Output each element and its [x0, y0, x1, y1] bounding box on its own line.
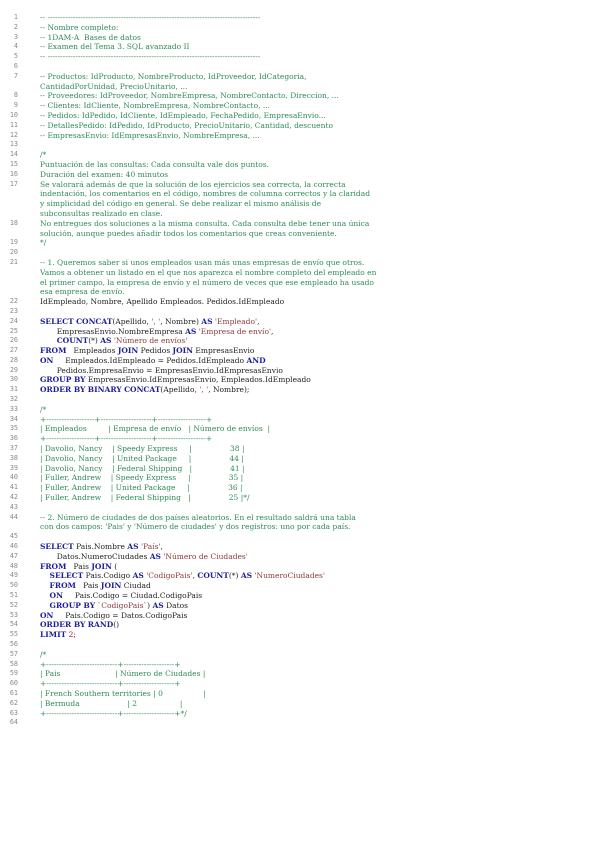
code-comment: solución, aunque puedes añadir todos los comentarios que creas conveniente. — [40, 228, 337, 238]
code-statement: SELECT CONCAT(Apellido, ', ', Nombre) AS 'Empleado', — [40, 316, 260, 326]
line-number: 33 — [9, 404, 18, 413]
code-listing — [0, 13, 599, 728]
line-number: 16 — [9, 169, 18, 178]
code-line — [0, 532, 599, 542]
code-line — [0, 121, 599, 131]
line-number: 12 — [9, 130, 18, 139]
line-number: 46 — [9, 542, 18, 551]
code-line — [0, 23, 599, 33]
code-statement: ORDER BY RAND() — [40, 620, 120, 630]
code-comment: -- DetallesPedido: IdPedido, IdProducto, PrecioUnitario, Cantidad, descuento — [40, 120, 333, 130]
code-line — [0, 160, 599, 170]
code-line — [0, 356, 599, 366]
line-number: 48 — [9, 561, 18, 570]
line-number: 20 — [9, 248, 18, 257]
line-number: 30 — [9, 375, 18, 384]
code-line — [0, 82, 599, 92]
line-number: 27 — [9, 346, 18, 355]
code-comment: | French Southern territories | 0 | — [40, 688, 206, 698]
code-comment: | Fuller, Andrew | United Package | 36 | — [40, 483, 243, 493]
code-comment: y simplicidad del código en general. Se debe realizar el mismo análisis de — [40, 199, 322, 209]
line-number: 31 — [9, 385, 18, 394]
code-line — [0, 131, 599, 141]
code-line — [0, 718, 599, 728]
line-number: 11 — [9, 120, 18, 129]
code-line — [0, 591, 599, 601]
code-line — [0, 33, 599, 43]
code-statement — [40, 640, 599, 650]
code-line — [0, 699, 599, 709]
code-line — [0, 493, 599, 503]
code-line — [0, 542, 599, 552]
code-statement: FROM Empleados JOIN Pedidos JOIN EmpresasEnvio — [40, 346, 255, 356]
code-line — [0, 366, 599, 376]
code-comment: +----------------------------+--------------------+ — [40, 679, 181, 689]
code-line — [0, 91, 599, 101]
line-number: 54 — [9, 620, 18, 629]
line-number: 18 — [9, 218, 18, 227]
code-statement: Pedidos.EmpresaEnvio = EmpresasEnvio.IdEmpresasEnvio — [40, 365, 283, 375]
code-comment — [40, 140, 599, 150]
line-number: 63 — [9, 708, 18, 717]
code-comment: -- 2. Número de ciudades de dos países aleatorios. En el resultado saldrá una tabla — [40, 512, 356, 522]
line-number: 10 — [9, 110, 18, 119]
code-line — [0, 336, 599, 346]
code-line — [0, 111, 599, 121]
code-statement: GROUP BY `CodigoPais`) AS Datos — [49, 600, 188, 610]
line-number: 15 — [9, 159, 18, 168]
code-comment: indentación, los comentarios en el código, nombres de columna correctos y la claridad — [40, 189, 371, 199]
line-number: 17 — [9, 179, 18, 188]
line-number: 39 — [9, 463, 18, 472]
code-comment: /* — [40, 150, 47, 160]
code-line — [0, 395, 599, 405]
code-statement: IdEmpleado, Nombre, Apellido Empleados. Pedidos.IdEmpleado — [40, 297, 285, 307]
code-statement — [40, 307, 599, 317]
line-number: 52 — [9, 600, 18, 609]
code-line — [0, 327, 599, 337]
line-number: 49 — [9, 571, 18, 580]
line-number: 32 — [9, 395, 18, 404]
code-line — [0, 238, 599, 248]
code-line — [0, 669, 599, 679]
code-comment: -- Proveedores: IdProveedor, NombreEmpresa, NombreContacto, Direccion, ... — [40, 91, 339, 101]
line-number: 43 — [9, 502, 18, 511]
code-line — [0, 552, 599, 562]
code-comment: el primer campo, la empresa de envío y el número de veces que ese empleado ha usado — [40, 277, 374, 287]
code-comment: | Bermuda | 2 | — [40, 698, 183, 708]
line-number: 21 — [9, 257, 18, 266]
code-comment: | Empleados | Empresa de envío | Número de envíos | — [40, 424, 270, 434]
code-comment: | Davolio, Nancy | Federal Shipping | 41 | — [40, 463, 245, 473]
code-line — [0, 424, 599, 434]
code-line — [0, 268, 599, 278]
code-line — [0, 513, 599, 523]
line-number: 4 — [13, 42, 18, 51]
code-line — [0, 709, 599, 719]
code-statement: ON Empleados.IdEmpleado = Pedidos.IdEmpleado AND — [40, 355, 266, 365]
code-line — [0, 189, 599, 199]
code-line — [0, 660, 599, 670]
code-line — [0, 562, 599, 572]
line-number: 29 — [9, 365, 18, 374]
code-comment: | Fuller, Andrew | Speedy Express | 35 | — [40, 473, 244, 483]
code-statement: FROM Pais JOIN ( — [40, 561, 118, 571]
code-line — [0, 650, 599, 660]
line-number: 55 — [9, 630, 18, 639]
line-number: 5 — [13, 52, 18, 61]
code-comment: | Davolio, Nancy | Speedy Express | 38 | — [40, 444, 245, 454]
line-number: 44 — [9, 512, 18, 521]
code-line — [0, 42, 599, 52]
code-line — [0, 209, 599, 219]
code-comment: Duración del examen: 40 minutos — [40, 169, 169, 179]
line-number: 50 — [9, 581, 18, 590]
code-comment: +-------------------+--------------------+-------------------+ — [40, 434, 213, 444]
code-comment: CantidadPorUnidad, PrecioUnitario, ... — [40, 81, 188, 91]
code-comment: | Davolio, Nancy | United Package | 44 | — [40, 453, 244, 463]
code-comment: -- ------------------------------------------------------------------------------------ — [40, 52, 261, 62]
line-number: 19 — [9, 238, 18, 247]
code-statement: ON Pais.Codigo = Datos.CodigoPais — [40, 610, 188, 620]
code-line — [0, 620, 599, 630]
line-number: 59 — [9, 669, 18, 678]
line-number: 9 — [13, 101, 18, 110]
line-number: 35 — [9, 424, 18, 433]
code-line — [0, 689, 599, 699]
code-line — [0, 679, 599, 689]
line-number: 8 — [13, 91, 18, 100]
code-line — [0, 317, 599, 327]
code-statement: ORDER BY BINARY CONCAT(Apellido, ', ', Nombre); — [40, 385, 250, 395]
code-comment: | Pais | Número de Ciudades | — [40, 669, 206, 679]
code-line — [0, 503, 599, 513]
code-line — [0, 611, 599, 621]
code-line — [0, 170, 599, 180]
line-number: 41 — [9, 483, 18, 492]
code-line — [0, 483, 599, 493]
code-line — [0, 287, 599, 297]
code-line — [0, 248, 599, 258]
code-line — [0, 72, 599, 82]
code-statement: Datos.NumeroCiudades AS 'Número de Ciudades' — [40, 551, 248, 561]
code-statement: ON Pais.Codigo = Ciudad.CodigoPais — [49, 591, 203, 601]
code-statement: COUNT(*) AS 'Número de envíos' — [56, 336, 188, 346]
code-line — [0, 640, 599, 650]
code-comment: -- 1. Queremos saber si unos empleados usan más unas empresas de envío que otros. — [40, 257, 365, 267]
line-number: 37 — [9, 444, 18, 453]
code-comment: esa empresa de envío. — [40, 287, 125, 297]
code-line — [0, 13, 599, 23]
code-line — [0, 601, 599, 611]
line-number: 28 — [9, 355, 18, 364]
code-line — [0, 180, 599, 190]
line-number: 53 — [9, 610, 18, 619]
line-number: 13 — [9, 140, 18, 149]
code-line — [0, 434, 599, 444]
line-number: 42 — [9, 493, 18, 502]
line-number: 64 — [9, 718, 18, 727]
line-number: 38 — [9, 453, 18, 462]
line-number: 1 — [13, 13, 18, 21]
line-number: 7 — [13, 71, 18, 80]
line-number: 26 — [9, 336, 18, 345]
line-number: 3 — [13, 32, 18, 41]
code-statement: LIMIT 2; — [40, 630, 76, 640]
line-number: 58 — [9, 659, 18, 668]
code-comment: -- Nombre completo: — [40, 22, 119, 32]
code-line — [0, 581, 599, 591]
code-statement: FROM Pais JOIN Ciudad — [49, 581, 151, 591]
code-comment: -- 1DAM-A Bases de datos — [40, 32, 141, 42]
code-comment: con dos campos: 'Pais' y 'Número de ciudades' y dos registros: uno por cada país. — [40, 522, 351, 532]
code-statement: GROUP BY EmpresasEnvio.IdEmpresasEnvio, Empleados.IdEmpleado — [40, 375, 311, 385]
code-comment: +----------------------------+--------------------+ — [40, 659, 181, 669]
line-number: 6 — [13, 61, 18, 70]
code-comment: Puntuación de las consultas: Cada consulta vale dos puntos. — [40, 159, 270, 169]
code-comment: -- Clientes: IdCliente, NombreEmpresa, NombreContacto, ... — [40, 101, 271, 111]
code-comment — [40, 62, 599, 72]
code-line — [0, 464, 599, 474]
line-number: 62 — [9, 698, 18, 707]
line-number: 45 — [9, 532, 18, 541]
code-line — [0, 375, 599, 385]
code-comment: | Fuller, Andrew | Federal Shipping | 25 |*/ — [40, 493, 250, 503]
code-line — [0, 522, 599, 532]
code-comment — [40, 718, 599, 728]
code-comment: /* — [40, 404, 47, 414]
code-line — [0, 307, 599, 317]
code-line — [0, 150, 599, 160]
line-number: 36 — [9, 434, 18, 443]
code-comment: subconsultas realizado en clase. — [40, 208, 163, 218]
code-comment — [40, 503, 599, 513]
code-line — [0, 454, 599, 464]
code-line — [0, 52, 599, 62]
code-statement: SELECT Pais.Codigo AS 'CodigoPais', COUNT(*) AS 'NumeroCiudades' — [49, 571, 325, 581]
line-number: 22 — [9, 297, 18, 306]
code-comment: Vamos a obtener un listado en el que nos aparezca el nombre completo del empleado en — [40, 267, 377, 277]
code-line — [0, 630, 599, 640]
code-line — [0, 297, 599, 307]
code-comment: +-------------------+--------------------+-------------------+ — [40, 414, 213, 424]
code-line — [0, 62, 599, 72]
code-line — [0, 473, 599, 483]
code-line — [0, 415, 599, 425]
line-number: 24 — [9, 316, 18, 325]
code-statement — [40, 395, 599, 405]
line-number: 47 — [9, 551, 18, 560]
code-statement: SELECT Pais.Nombre AS 'País', — [40, 542, 163, 552]
code-comment: -- Pedidos: IdPedido, IdCliente, IdEmpleado, FechaPedido, EmpresaEnvio... — [40, 110, 326, 120]
code-comment: +----------------------------+--------------------+*/ — [40, 708, 187, 718]
code-comment: /* — [40, 649, 47, 659]
line-number: 23 — [9, 306, 18, 315]
code-line — [0, 199, 599, 209]
line-number: 60 — [9, 679, 18, 688]
line-number: 57 — [9, 649, 18, 658]
code-line — [0, 385, 599, 395]
code-comment: Se valorará además de que la solución de los ejercicios sea correcta, la correcta — [40, 179, 346, 189]
code-line — [0, 405, 599, 415]
code-line — [0, 278, 599, 288]
line-number: 61 — [9, 688, 18, 697]
code-comment: -- Productos: IdProducto, NombreProducto, IdProveedor, IdCategoria, — [40, 71, 307, 81]
code-comment: No entregues dos soluciones a la misma consulta. Cada consulta debe tener una única — [40, 218, 370, 228]
line-number: 25 — [9, 326, 18, 335]
code-comment: -- ------------------------------------------------------------------------------------ — [40, 13, 261, 22]
code-statement — [40, 532, 599, 542]
code-line — [0, 229, 599, 239]
code-line — [0, 258, 599, 268]
line-number: 34 — [9, 414, 18, 423]
line-number: 14 — [9, 150, 18, 159]
line-number: 56 — [9, 640, 18, 648]
code-line — [0, 101, 599, 111]
line-number: 51 — [9, 591, 18, 600]
line-number: 40 — [9, 473, 18, 482]
code-comment — [40, 248, 599, 258]
code-line — [0, 140, 599, 150]
code-line — [0, 571, 599, 581]
code-comment: -- EmpresasEnvio: IdEmpresasEnvio, NombreEmpresa, ... — [40, 130, 260, 140]
code-comment: */ — [40, 238, 47, 248]
code-comment: -- Examen del Tema 3. SQL avanzado II — [40, 42, 190, 52]
code-line — [0, 346, 599, 356]
code-statement: EmpresasEnvio.NombreEmpresa AS 'Empresa de envío', — [40, 326, 274, 336]
code-line — [0, 219, 599, 229]
line-number: 2 — [13, 22, 18, 31]
code-line — [0, 444, 599, 454]
